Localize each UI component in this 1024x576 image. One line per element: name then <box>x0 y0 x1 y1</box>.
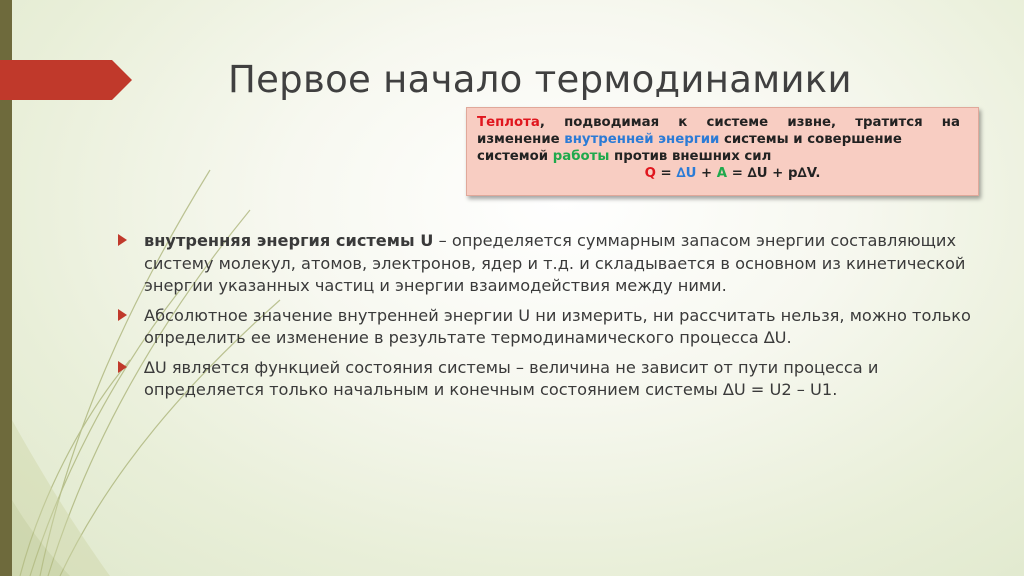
formula-q: Q <box>644 166 656 181</box>
formula-text: + <box>696 166 717 181</box>
callout-text: системой <box>477 149 553 164</box>
formula-text: = ∆U + p∆V. <box>727 166 821 181</box>
callout-word: подводимая <box>564 115 660 130</box>
bullet-arrow-icon <box>118 309 127 321</box>
bullet-arrow-icon <box>118 361 127 373</box>
bullet-item <box>116 230 976 298</box>
callout-word: извне, <box>787 115 837 130</box>
term-heat: Теплота <box>477 115 540 130</box>
bullet-text: ∆U является функцией состояния системы – величина не зависит от пути процесса и определяется только начальным и конечным состоянием системы ∆U = U2 – U1. <box>144 357 879 399</box>
callout-word: системе <box>706 115 769 130</box>
callout-word: тратится <box>855 115 923 130</box>
term-work: работы <box>552 149 610 164</box>
formula-text: = <box>655 166 677 181</box>
bullet-bold-term: внутренняя энергия системы U <box>144 231 434 250</box>
bullet-list <box>116 230 976 409</box>
bullet-arrow-icon <box>118 234 127 246</box>
bullet-text: Абсолютное значение внутренней энергии U ни измерить, ни рассчитать нельзя, можно только определить ее изменение в результате термодинамического процесса ∆U. <box>144 305 971 347</box>
bullet-item <box>116 305 976 350</box>
callout-line-3 <box>477 148 968 165</box>
callout-formula <box>477 165 968 182</box>
formula-a: A <box>716 166 728 181</box>
title-arrow-marker <box>0 60 132 100</box>
bullet-item <box>116 357 976 402</box>
slide-title: Первое начало термодинамики <box>228 58 852 101</box>
callout-text: системы и совершение <box>719 132 902 147</box>
callout-line-2 <box>477 131 968 148</box>
callout-comma: , <box>539 115 545 130</box>
term-internal-energy: внутренней энергии <box>564 132 720 147</box>
callout-word: на <box>941 115 960 130</box>
bullet-text: – определяется суммарным запасом энергии составляющих систему молекул, атомов, электронов, ядер и т.д. и складывается в основном из кинетической энергии указанных частиц и энергии взаимодействия между ними. <box>144 231 966 295</box>
callout-word: к <box>678 115 688 130</box>
formula-callout-box <box>466 107 979 196</box>
callout-line-1 <box>477 114 968 131</box>
callout-text: против внешних сил <box>609 149 772 164</box>
callout-word <box>477 114 545 131</box>
callout-text: изменение <box>477 132 565 147</box>
formula-du: ∆U <box>676 166 697 181</box>
